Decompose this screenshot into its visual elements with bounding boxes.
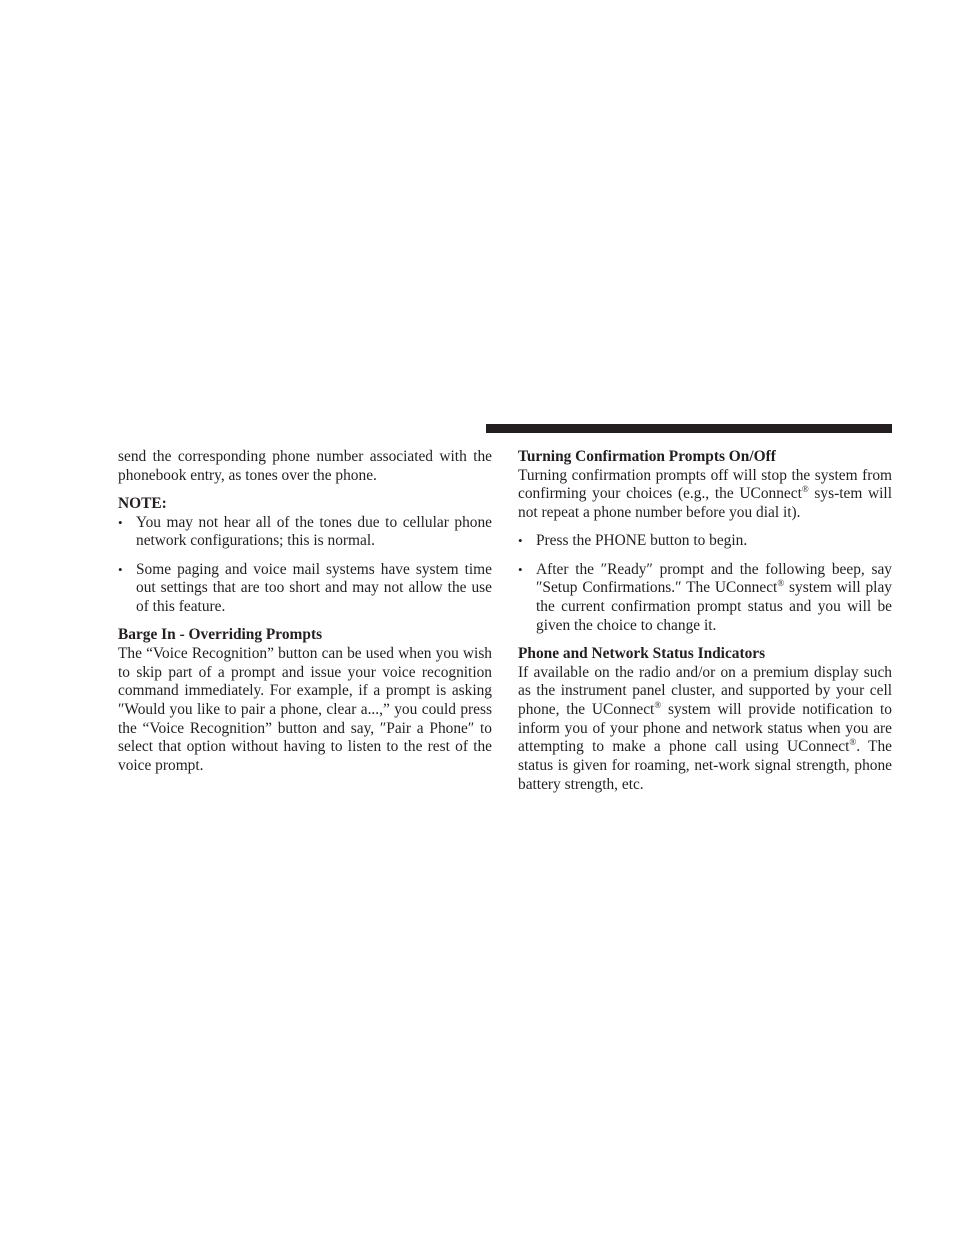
bullet-icon: • xyxy=(518,533,523,549)
section-heading: Barge In - Overriding Prompts xyxy=(118,626,323,644)
text-run: system will provide notification to inform you of your phone and network status when you are attempting to make a phone call using UConnect xyxy=(518,700,892,756)
bullet-icon: • xyxy=(118,561,123,577)
list-item xyxy=(118,561,492,617)
registered-mark: ® xyxy=(654,699,662,710)
confirmation-paragraph xyxy=(518,467,892,523)
text-run: . The status is given for roaming, net-work signal strength, phone battery strength, etc. xyxy=(518,738,892,793)
status-paragraph xyxy=(518,664,892,795)
list-item xyxy=(518,561,892,636)
bullet-icon: • xyxy=(518,561,523,577)
section-heading: Phone and Network Status Indicators xyxy=(518,644,766,662)
list-item xyxy=(518,532,892,551)
note-bullet-text: Some paging and voice mail systems have system time out settings that are too short and may not allow the use of this feature. xyxy=(136,560,492,615)
note-label: NOTE: xyxy=(118,494,167,512)
confirmation-steps xyxy=(518,532,892,635)
section-rule xyxy=(486,424,892,433)
step-text: After the ″Ready″ prompt and the following beep, say ″Setup Confirmations.″ The UConnect xyxy=(536,560,892,597)
left-column xyxy=(118,448,492,776)
intro-paragraph: send the corresponding phone number associated with the phonebook entry, as tones over the phone. xyxy=(118,448,492,484)
registered-mark: ® xyxy=(801,484,809,495)
section-heading: Turning Confirmation Prompts On/Off xyxy=(518,448,776,465)
registered-mark: ® xyxy=(777,578,785,589)
registered-mark: ® xyxy=(849,737,857,748)
text-run: sys-tem will not repeat a phone number before you dial it). xyxy=(518,485,892,522)
step-text: Press the PHONE button to begin. xyxy=(536,532,748,550)
text-run: Turning confirmation prompts off will stop the system from confirming your choices (e.g., the UConnect xyxy=(518,466,892,503)
right-column xyxy=(518,448,892,794)
bullet-icon: • xyxy=(118,514,123,530)
note-bullet-text: You may not hear all of the tones due to cellular phone network configurations; this is normal. xyxy=(136,513,492,550)
list-item xyxy=(118,514,492,551)
barge-in-paragraph: The “Voice Recognition” button can be used when you wish to skip part of a prompt and issue your voice recognition command immediately. For example, if a prompt is asking ″Would you like to pair a phone, clear a...,” you could press the “Voice Recognition” button and say, ″Pair a Phone″ to select that option without having to listen to the rest of the voice prompt. xyxy=(118,644,492,775)
step-text: system will play the current confirmation prompt status and you will be given the choice to change it. xyxy=(536,579,892,634)
note-list xyxy=(118,514,492,617)
text-run: If available on the radio and/or on a premium display such as the instrument panel cluster, and supported by your cell phone, the UConnect xyxy=(518,663,892,718)
